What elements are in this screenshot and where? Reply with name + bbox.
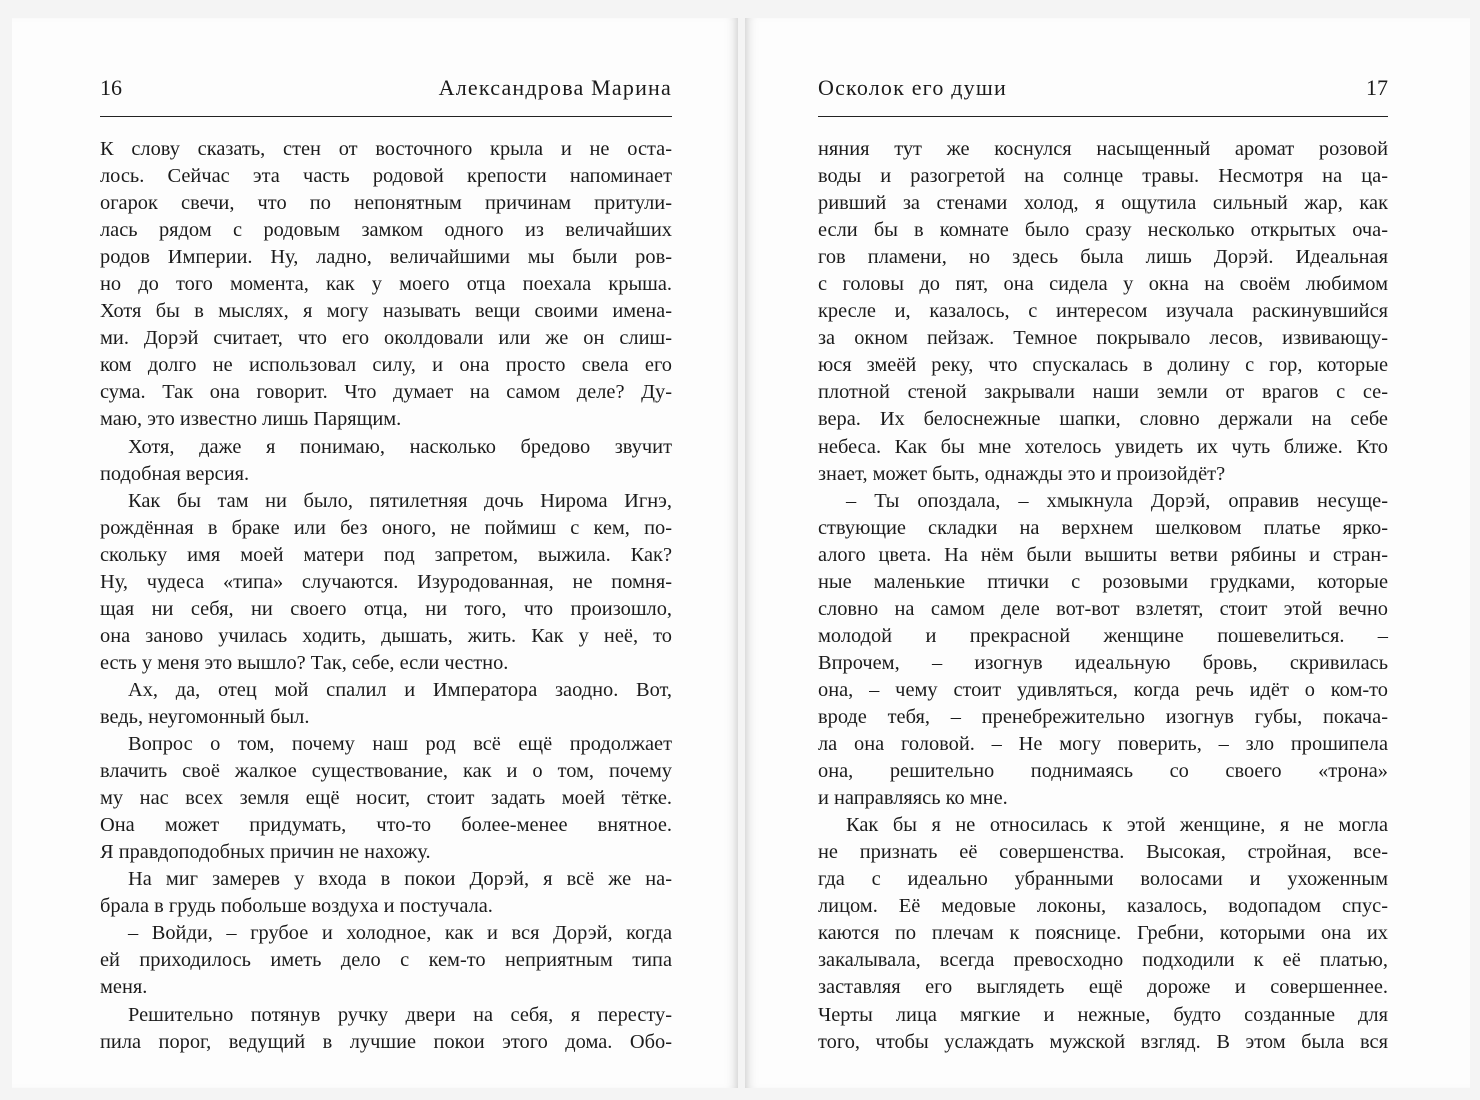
text-line: рождённая в браке или без оного, не поймиш с кем, по- [100,516,672,539]
text-line: есть у меня это вышло? Так, себе, если честно. [100,651,509,674]
text-line: сума. Так она говорит. Что думает на самом деле? Ду- [100,381,672,404]
text-line: меня. [100,976,148,999]
text-line: няния тут же коснулся насыщенный аромат розовой [818,138,1388,160]
text-line: влачить своё жалкое существование, как и о том, почему [100,760,672,783]
text-line: знает, может быть, однажды это и произойдёт? [818,462,1226,485]
text-line: вера. Их белоснежные шапки, словно держали на себе [818,408,1388,431]
text-line: – Войди, – грубое и холодное, как и вся Дорэй, когда [128,922,672,945]
text-line: лось. Сейчас эта часть родовой крепости напоминает [100,165,672,188]
text-line: если бы в комнате было сразу несколько открытых оча- [818,219,1388,242]
right-page [745,18,1470,1088]
text-line: не признать её совершенства. Высокая, стройная, все- [818,841,1388,864]
text-line: ведь, неугомонный был. [100,705,310,728]
text-line: каются по плечам к пояснице. Гребни, которыми она их [818,922,1388,945]
left-page [12,18,738,1088]
text-line: гда с идеально убранными волосами и ухоженным [818,868,1388,891]
text-line: скольку имя моей матери под запретом, выжила. Как? [100,543,672,566]
left-page-header [100,70,672,106]
text-line: му нас всех земля ещё носит, стоит задать моей тётке. [100,787,672,810]
text-line: Как бы я не относилась к этой женщине, я не могла [846,814,1388,837]
text-line: – Ты опоздала, – хмыкнула Дорэй, оправив несуще- [846,489,1388,512]
text-line: словно на самом деле вот-вот взлетят, стоит этой вечно [818,597,1388,620]
page-number-right: 17 [1366,75,1388,100]
right-page-body [818,136,1388,1056]
text-line: Как бы там ни было, пятилетняя дочь Нирома Игнэ, [128,489,672,512]
text-line: Вопрос о том, почему наш род всё ещё продолжает [128,733,672,756]
text-line: щая ни себя, ни своего отца, ни того, что произошло, [100,597,672,620]
text-line: Я правдоподобных причин не нахожу. [100,841,431,864]
text-line: плотной стеной закрывали наши земли от врагов с се- [818,381,1388,404]
text-line: Хотя, даже я понимаю, насколько бредово звучит [128,435,672,458]
text-line: вроде тебя, – пренебрежительно изогнув губы, покача- [818,705,1388,728]
text-line: она, решительно поднимаясь со своего «трона» [818,760,1388,783]
text-line: пила порог, ведущий в лучшие покои этого дома. Обо- [100,1030,672,1053]
text-line: К слову сказать, стен от восточного крыла и не оста- [100,138,672,160]
text-line: брала в грудь побольше воздуха и постучала. [100,895,493,918]
text-line: ла она головой. – Не могу поверить, – зло прошипела [818,733,1388,756]
text-line: она, – чему стоит удивляться, когда речь идёт о ком-то [818,678,1388,701]
text-line: воды и разогретой на солнце травы. Несмотря на ца- [818,165,1388,188]
text-line: ми. Дорэй считает, что его околдовали или же он слиш- [100,327,672,350]
text-line: за окном пейзаж. Темное покрывало лесов, извивающу- [818,327,1388,350]
text-line: подобная версия. [100,462,250,485]
header-rule-right [818,116,1388,117]
text-line: ствующие складки на верхнем шелковом платье ярко- [818,516,1388,539]
text-line: ком долго не использовал силу, и она просто свела его [100,354,672,377]
text-line: того, чтобы услаждать мужской взгляд. В этом была вся [818,1030,1388,1053]
running-head-title: Осколок его души [818,75,1007,100]
text-line: огарок свечи, что по непонятным причинам притули- [100,192,672,215]
text-line: ей приходилось иметь дело с кем-то неприятным типа [100,949,672,972]
text-line: гов пламени, но здесь была лишь Дорэй. Идеальная [818,246,1388,269]
text-line: родов Империи. Ну, ладно, величайшими мы были ров- [100,246,672,269]
text-line: Решительно потянув ручку двери на себя, я пересту- [128,1003,672,1026]
text-line: лицом. Её медовые локоны, казалось, водопадом спус- [818,895,1388,918]
text-line: На миг замерев у входа в покои Дорэй, я всё же на- [128,868,672,891]
text-line: заставляя его выглядеть ещё дороже и совершеннее. [818,976,1388,999]
header-rule-left [100,116,672,117]
left-page-body [100,136,672,1056]
text-line: алого цвета. На нём были вышиты ветви рябины и стран- [818,543,1388,566]
text-line: Ну, чудеса «типа» случаются. Изуродованная, не помня- [100,570,672,593]
text-line: небеса. Как бы мне хотелось увидеть их чуть ближе. Кто [818,435,1388,458]
text-line: Хотя бы в мыслях, я могу называть вещи своими имена- [100,300,672,323]
text-line: Впрочем, – изогнув идеальную бровь, скривилась [818,651,1388,674]
text-line: молодой и прекрасной женщине пошевелиться. – [818,624,1388,647]
right-page-header [818,70,1388,106]
text-line: с головы до пят, она сидела у окна на своём любимом [818,273,1388,296]
text-line: Она может придумать, что-то более-менее внятное. [100,814,672,837]
running-head-author: Александрова Марина [438,75,672,100]
text-line: ные маленькие птички с розовыми грудками, которые [818,570,1388,593]
text-line: Ах, да, отец мой спалил и Императора заодно. Вот, [128,678,672,701]
text-line: но до того момента, как у моего отца поехала крыша. [100,273,672,296]
text-line: юся змеёй реку, что спускалась в долину с гор, которые [818,354,1388,377]
text-line: кресле и, казалось, с интересом изучала раскинувшийся [818,300,1388,323]
page-number-left: 16 [100,75,122,100]
text-line: закалывала, всегда превосходно подходили к её платью, [818,949,1388,972]
text-line: она заново училась ходить, дышать, жить. Как у неё, то [100,624,672,647]
text-line: Черты лица мягкие и нежные, будто созданные для [818,1003,1388,1026]
text-line: маю, это известно лишь Парящим. [100,408,402,431]
text-line: и направляясь ко мне. [818,787,1008,810]
text-line: ривший за стенами холод, я ощутила сильный жар, как [818,192,1388,215]
text-line: лась рядом с родовым замком одного из величайших [100,219,672,242]
